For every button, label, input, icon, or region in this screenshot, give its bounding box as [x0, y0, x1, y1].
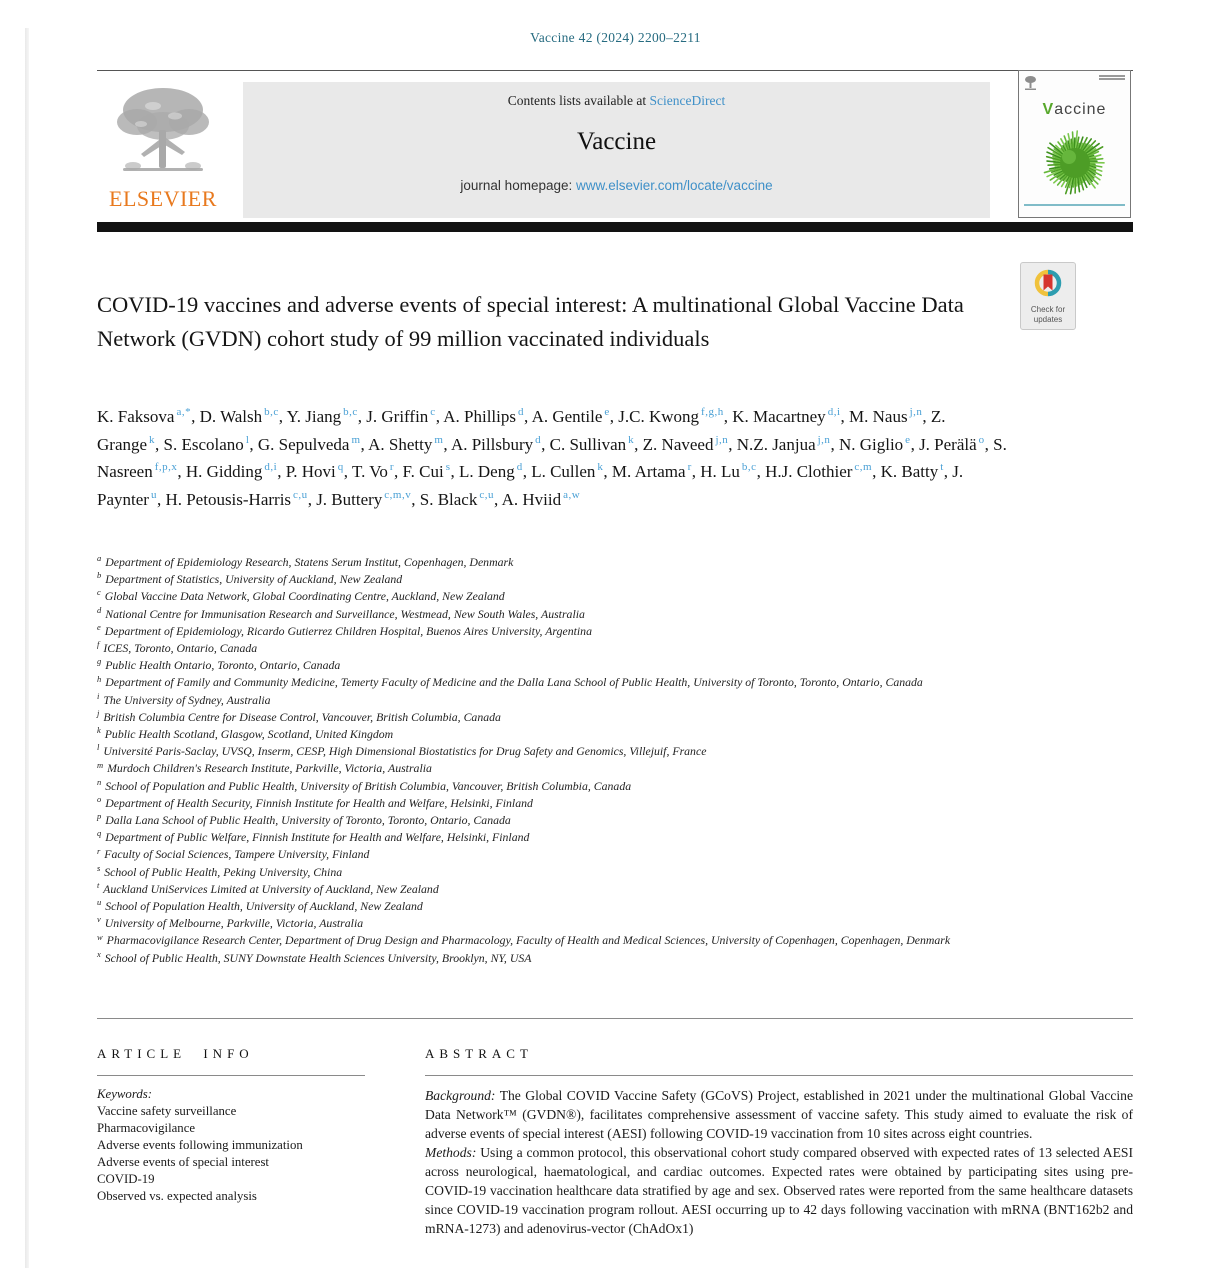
- keyword-item: COVID-19: [97, 1172, 155, 1186]
- affiliation-item: $^l$ Université Paris-Saclay, UVSQ, Inserm, CESP, High Dimensional Biostatistics for Drug Safety and Genomics, Villejuif, France: [97, 742, 707, 759]
- journal-title: Vaccine: [576, 128, 657, 155]
- journal-header-box: [243, 82, 990, 218]
- author-affiliation-ref[interactable]: k: [149, 433, 156, 446]
- author-affiliation-ref[interactable]: a,*: [176, 406, 192, 419]
- author-affiliation-ref[interactable]: c,m: [854, 461, 873, 474]
- author-affiliation-ref[interactable]: r: [389, 461, 395, 474]
- author-affiliation-ref[interactable]: m: [434, 433, 444, 446]
- author: P. Hovi $^q$: [285, 461, 344, 481]
- affiliation-item: $^g$ Public Health Ontario, Toronto, Ontario, Canada: [97, 656, 341, 673]
- author-affiliation-ref[interactable]: f,g,h: [701, 406, 724, 419]
- article-title: COVID-19 vaccines and adverse events of special interest: A multinational Global Vaccine Data Network (GVDN) cohort study of 99 million vaccinated individuals: [97, 292, 964, 351]
- keywords-block: [97, 1086, 365, 1205]
- keyword-item: Pharmacovigilance: [97, 1121, 196, 1135]
- author: A. Gentile $^e$: [531, 406, 610, 426]
- article-info-rule: [97, 1075, 365, 1076]
- abstract-body: [425, 1086, 1133, 1238]
- author: Y. Jiang $^{b,c}$: [286, 406, 358, 426]
- keyword-item: Observed vs. expected analysis: [97, 1189, 257, 1203]
- author-affiliation-ref[interactable]: d,i: [264, 461, 278, 474]
- author-affiliation-ref[interactable]: j,n: [909, 406, 923, 419]
- affiliation-item: $^q$ Department of Public Welfare, Finnish Institute for Health and Welfare, Helsinki, Finland: [97, 828, 530, 845]
- author: K. Batty $^t$: [880, 461, 944, 481]
- author: N. Giglio $^e$: [838, 433, 911, 454]
- author: J. Perälä $^o$: [919, 433, 985, 454]
- author: S. Escolano $^l$: [163, 433, 250, 454]
- author: S. Nasreen $^{f,p,x}$: [97, 434, 1007, 481]
- author-affiliation-ref[interactable]: o: [978, 433, 985, 446]
- author-affiliation-ref[interactable]: q: [337, 461, 344, 474]
- author: N.Z. Janjua $^{j,n}$: [736, 433, 831, 454]
- author-affiliation-ref[interactable]: f,p,x: [154, 461, 178, 474]
- info-abstract-section: [97, 1018, 1133, 1238]
- cover-mini-logo-icon: [1024, 75, 1037, 91]
- affiliation-item: $^u$ School of Population Health, University of Auckland, New Zealand: [97, 897, 423, 914]
- author-affiliation-ref[interactable]: s: [445, 461, 451, 474]
- author-affiliation-ref[interactable]: c,m,v: [384, 488, 412, 501]
- author: L. Cullen $^k$: [531, 461, 604, 481]
- author-affiliation-ref[interactable]: c: [430, 406, 436, 419]
- affiliation-item: $^h$ Department of Family and Community Medicine, Temerty Faculty of Medicine and the Dalla Lana School of Public Health, University of Toronto, Toronto, Ontario, Canada: [97, 673, 923, 690]
- author: G. Sepulveda $^m$: [257, 433, 361, 454]
- author-affiliation-ref[interactable]: r: [687, 461, 692, 474]
- keyword-item: Adverse events following immunization: [97, 1138, 303, 1152]
- article-info-column: [97, 1019, 365, 1238]
- affiliation-item: $^i$ The University of Sydney, Australia: [97, 690, 271, 707]
- author-affiliation-ref[interactable]: k: [628, 433, 635, 446]
- affiliation-item: $^d$ National Centre for Immunisation Research and Surveillance, Westmead, New South Wales, Australia: [97, 604, 585, 621]
- author: A. Pillsbury $^d$: [450, 433, 542, 454]
- abstract-rule: [425, 1075, 1133, 1076]
- author-list: K. Faksova $^{a,*}$, D. Walsh $^{b,c}$, Y. Jiang $^{b,c}$, J. Griffin $^c$, A. Phillips $^d$, A. Gentile $^e$, J.C. Kwong $^{f,g,h}$, K. Macartney $^{d,i}$, M. Naus $^{j,n}$, Z. Grange $^k$, S. Escolano $^l$, G. Sepulveda $^m$, A. Shetty $^m$, A. Pillsbury $^d$, C. Sullivan $^k$, Z. Naveed $^{j,n}$, N.Z. Janjua $^{j,n}$, N. Giglio $^e$, J. Perälä $^o$, S. Nasreen $^{f,p,x}$, H. Gidding $^{d,i}$, P. Hovi $^q$, T. Vo $^r$, F. Cui $^s$, L. Deng $^d$, L. Cullen $^k$, M. Artama $^r$, H. Lu $^{b,c}$, H.J. Clothier $^{c,m}$, K. Batty $^t$, J. Paynter $^u$, H. Petousis-Harris $^{c,u}$, J. Buttery $^{c,m,v}$, S. Black $^{c,u}$, A. Hviid $^{a,w}$: [97, 406, 1007, 509]
- affiliation-item: $^b$ Department of Statistics, University of Auckland, New Zealand: [97, 570, 403, 587]
- author-affiliation-ref[interactable]: k: [597, 461, 604, 474]
- author-affiliation-ref[interactable]: b,c: [741, 461, 757, 474]
- author: S. Black $^{c,u}$: [419, 488, 494, 509]
- author: K. Macartney $^{d,i}$: [732, 406, 841, 426]
- author-affiliation-ref[interactable]: b,c: [264, 406, 279, 419]
- homepage-link[interactable]: www.elsevier.com/locate/vaccine: [576, 178, 773, 193]
- affiliation-item: $^v$ University of Melbourne, Parkville, Victoria, Australia: [97, 914, 364, 931]
- author: J. Paynter $^u$: [97, 462, 964, 509]
- journal-cover-thumbnail: [1018, 70, 1131, 218]
- crossmark-icon: [1033, 268, 1063, 300]
- affiliation-item: $^f$ ICES, Toronto, Ontario, Canada: [97, 639, 258, 656]
- affiliation-item: $^x$ School of Public Health, SUNY Downstate Health Sciences University, Brooklyn, NY, USA: [97, 948, 532, 965]
- article-info-heading: ARTICLE INFO: [97, 1046, 254, 1061]
- sciencedirect-link[interactable]: ScienceDirect: [649, 93, 726, 108]
- header-divider-bar: [97, 222, 1133, 232]
- author-affiliation-ref[interactable]: d: [535, 433, 542, 446]
- affiliation-item: $^k$ Public Health Scotland, Glasgow, Scotland, United Kingdom: [97, 725, 394, 742]
- author-affiliation-ref[interactable]: d: [516, 461, 523, 474]
- contents-line: [243, 93, 990, 109]
- author-affiliation-ref[interactable]: a,w: [563, 488, 581, 501]
- affiliation-item: $^m$ Murdoch Children's Research Institute, Parkville, Victoria, Australia: [97, 759, 432, 776]
- homepage-prefix: journal homepage:: [460, 178, 576, 193]
- author: K. Faksova $^{a,*}$: [97, 406, 192, 426]
- elsevier-logo: [97, 80, 229, 218]
- keyword-item: Adverse events of special interest: [97, 1155, 269, 1169]
- affiliation-item: $^w$ Pharmacovigilance Research Center, Department of Drug Design and Pharmacology, Faculty of Health and Medical Sciences, University of Copenhagen, Copenhagen, Denmark: [97, 931, 951, 948]
- cover-journal-title: [1024, 101, 1125, 119]
- author-affiliation-ref[interactable]: t: [940, 461, 944, 474]
- affiliation-item: $^r$ Faculty of Social Sciences, Tampere University, Finland: [97, 845, 370, 862]
- affiliation-item: $^n$ School of Population and Public Health, University of British Columbia, Vancouver, British Columbia, Canada: [97, 776, 632, 793]
- author: Z. Grange $^k$: [97, 407, 946, 454]
- author-affiliation-ref[interactable]: e: [604, 406, 610, 419]
- abstract-heading: ABSTRACT: [425, 1046, 533, 1061]
- author: L. Deng $^d$: [458, 461, 523, 481]
- author: M. Artama $^r$: [611, 461, 692, 481]
- author: H. Gidding $^{d,i}$: [185, 461, 278, 481]
- affiliation-item: $^e$ Department of Epidemiology, Ricardo Gutierrez Children Hospital, Buenos Aires University, Argentina: [97, 621, 592, 638]
- virus-illustration: [1033, 121, 1117, 201]
- author-affiliation-ref[interactable]: c,u: [293, 488, 308, 501]
- author: J. Griffin $^c$: [366, 406, 436, 426]
- affiliation-item: $^j$ British Columbia Centre for Disease Control, Vancouver, British Columbia, Canada: [97, 707, 501, 724]
- header-top-rule: [97, 70, 1133, 71]
- author: J.C. Kwong $^{f,g,h}$: [618, 406, 724, 426]
- author: C. Sullivan $^k$: [549, 433, 635, 454]
- author: F. Cui $^s$: [402, 461, 451, 481]
- keyword-items: [97, 1103, 365, 1205]
- cover-footer-text: [1024, 204, 1125, 206]
- author-affiliation-ref[interactable]: d: [518, 406, 524, 419]
- cover-title-rest: accine: [1054, 101, 1107, 118]
- contents-prefix: Contents lists available at: [507, 93, 650, 108]
- check-for-updates-badge[interactable]: [1020, 262, 1076, 330]
- journal-citation: Vaccine 42 (2024) 2200–2211: [530, 30, 701, 45]
- author-affiliation-ref[interactable]: l: [245, 433, 250, 446]
- author-affiliation-ref[interactable]: b,c: [343, 406, 358, 419]
- homepage-line: [243, 178, 990, 193]
- author: J. Buttery $^{c,m,v}$: [316, 488, 412, 509]
- affiliation-item: $^o$ Department of Health Security, Finnish Institute for Health and Welfare, Helsinki, Finland: [97, 793, 533, 810]
- author: H. Petousis-Harris $^{c,u}$: [165, 488, 308, 509]
- abstract-paragraph: Methods: Using a common protocol, this observational cohort study compared observed with expected rates of 13 selected AESI across neurological, haematological, and cardiac outcomes. Expected rates were obtained by participating sites using pre-COVID-19 vaccination healthcare data stratified by age and sex. Observed rates were reported from the same healthcare datasets since COVID-19 vaccination program rollout. AESI occurring up to 42 days following vaccination with mRNA (BNT162b2 and mRNA-1273) and adenovirus-vector (ChAdOx1): [425, 1145, 1133, 1236]
- page-edge-shading: [25, 28, 29, 1268]
- author-affiliation-ref[interactable]: c,u: [479, 488, 494, 501]
- affiliation-item: $^s$ School of Public Health, Peking University, China: [97, 862, 343, 879]
- author: M. Naus $^{j,n}$: [849, 406, 923, 426]
- author-affiliation-ref[interactable]: u: [150, 488, 157, 501]
- author: H.J. Clothier $^{c,m}$: [765, 461, 873, 481]
- cover-title-initial: V: [1042, 101, 1055, 118]
- elsevier-tree-icon: [111, 80, 215, 184]
- author-affiliation-ref[interactable]: e: [905, 433, 911, 446]
- author: D. Walsh $^{b,c}$: [199, 406, 279, 426]
- abstract-column: [425, 1019, 1133, 1238]
- keyword-item: Vaccine safety surveillance: [97, 1104, 237, 1118]
- author: A. Phillips $^d$: [443, 406, 524, 426]
- check-badge-label: Check for updates: [1030, 305, 1066, 324]
- affiliation-item: $^a$ Department of Epidemiology Research, Statens Serum Institut, Copenhagen, Denmark: [97, 553, 514, 569]
- cover-issue-text: [1099, 75, 1125, 81]
- keywords-label: Keywords:: [97, 1087, 152, 1101]
- affiliation-item: $^c$ Global Vaccine Data Network, Global Coordinating Centre, Auckland, New Zealand: [97, 587, 505, 604]
- abstract-paragraph: Background: The Global COVID Vaccine Safety (GCoVS) Project, established in 2021 under the multinational Global Vaccine Data Network™ (GVDN®), facilitates comprehensive assessment of vaccine safety. This study aimed to evaluate the risk of adverse events of special interest (AESI) following COVID-19 vaccination from 10 sites across eight countries.: [425, 1088, 1133, 1141]
- author: H. Lu $^{b,c}$: [700, 461, 757, 481]
- author-affiliation-ref[interactable]: d,i: [827, 406, 841, 419]
- affiliation-item: $^t$ Auckland UniServices Limited at University of Auckland, New Zealand: [97, 879, 439, 896]
- affiliation-item: $^p$ Dalla Lana School of Public Health, University of Toronto, Toronto, Ontario, Canada: [97, 811, 511, 828]
- elsevier-wordmark: ELSEVIER: [109, 186, 217, 211]
- author-affiliation-ref[interactable]: j,n: [715, 433, 729, 446]
- author: T. Vo $^r$: [351, 461, 395, 481]
- author: A. Shetty $^m$: [368, 433, 444, 454]
- affiliation-list: [97, 554, 1133, 967]
- author: A. Hviid $^{a,w}$: [501, 488, 581, 509]
- author: Z. Naveed $^{j,n}$: [642, 433, 729, 454]
- author-affiliation-ref[interactable]: j,n: [817, 433, 831, 446]
- author-affiliation-ref[interactable]: m: [351, 433, 361, 446]
